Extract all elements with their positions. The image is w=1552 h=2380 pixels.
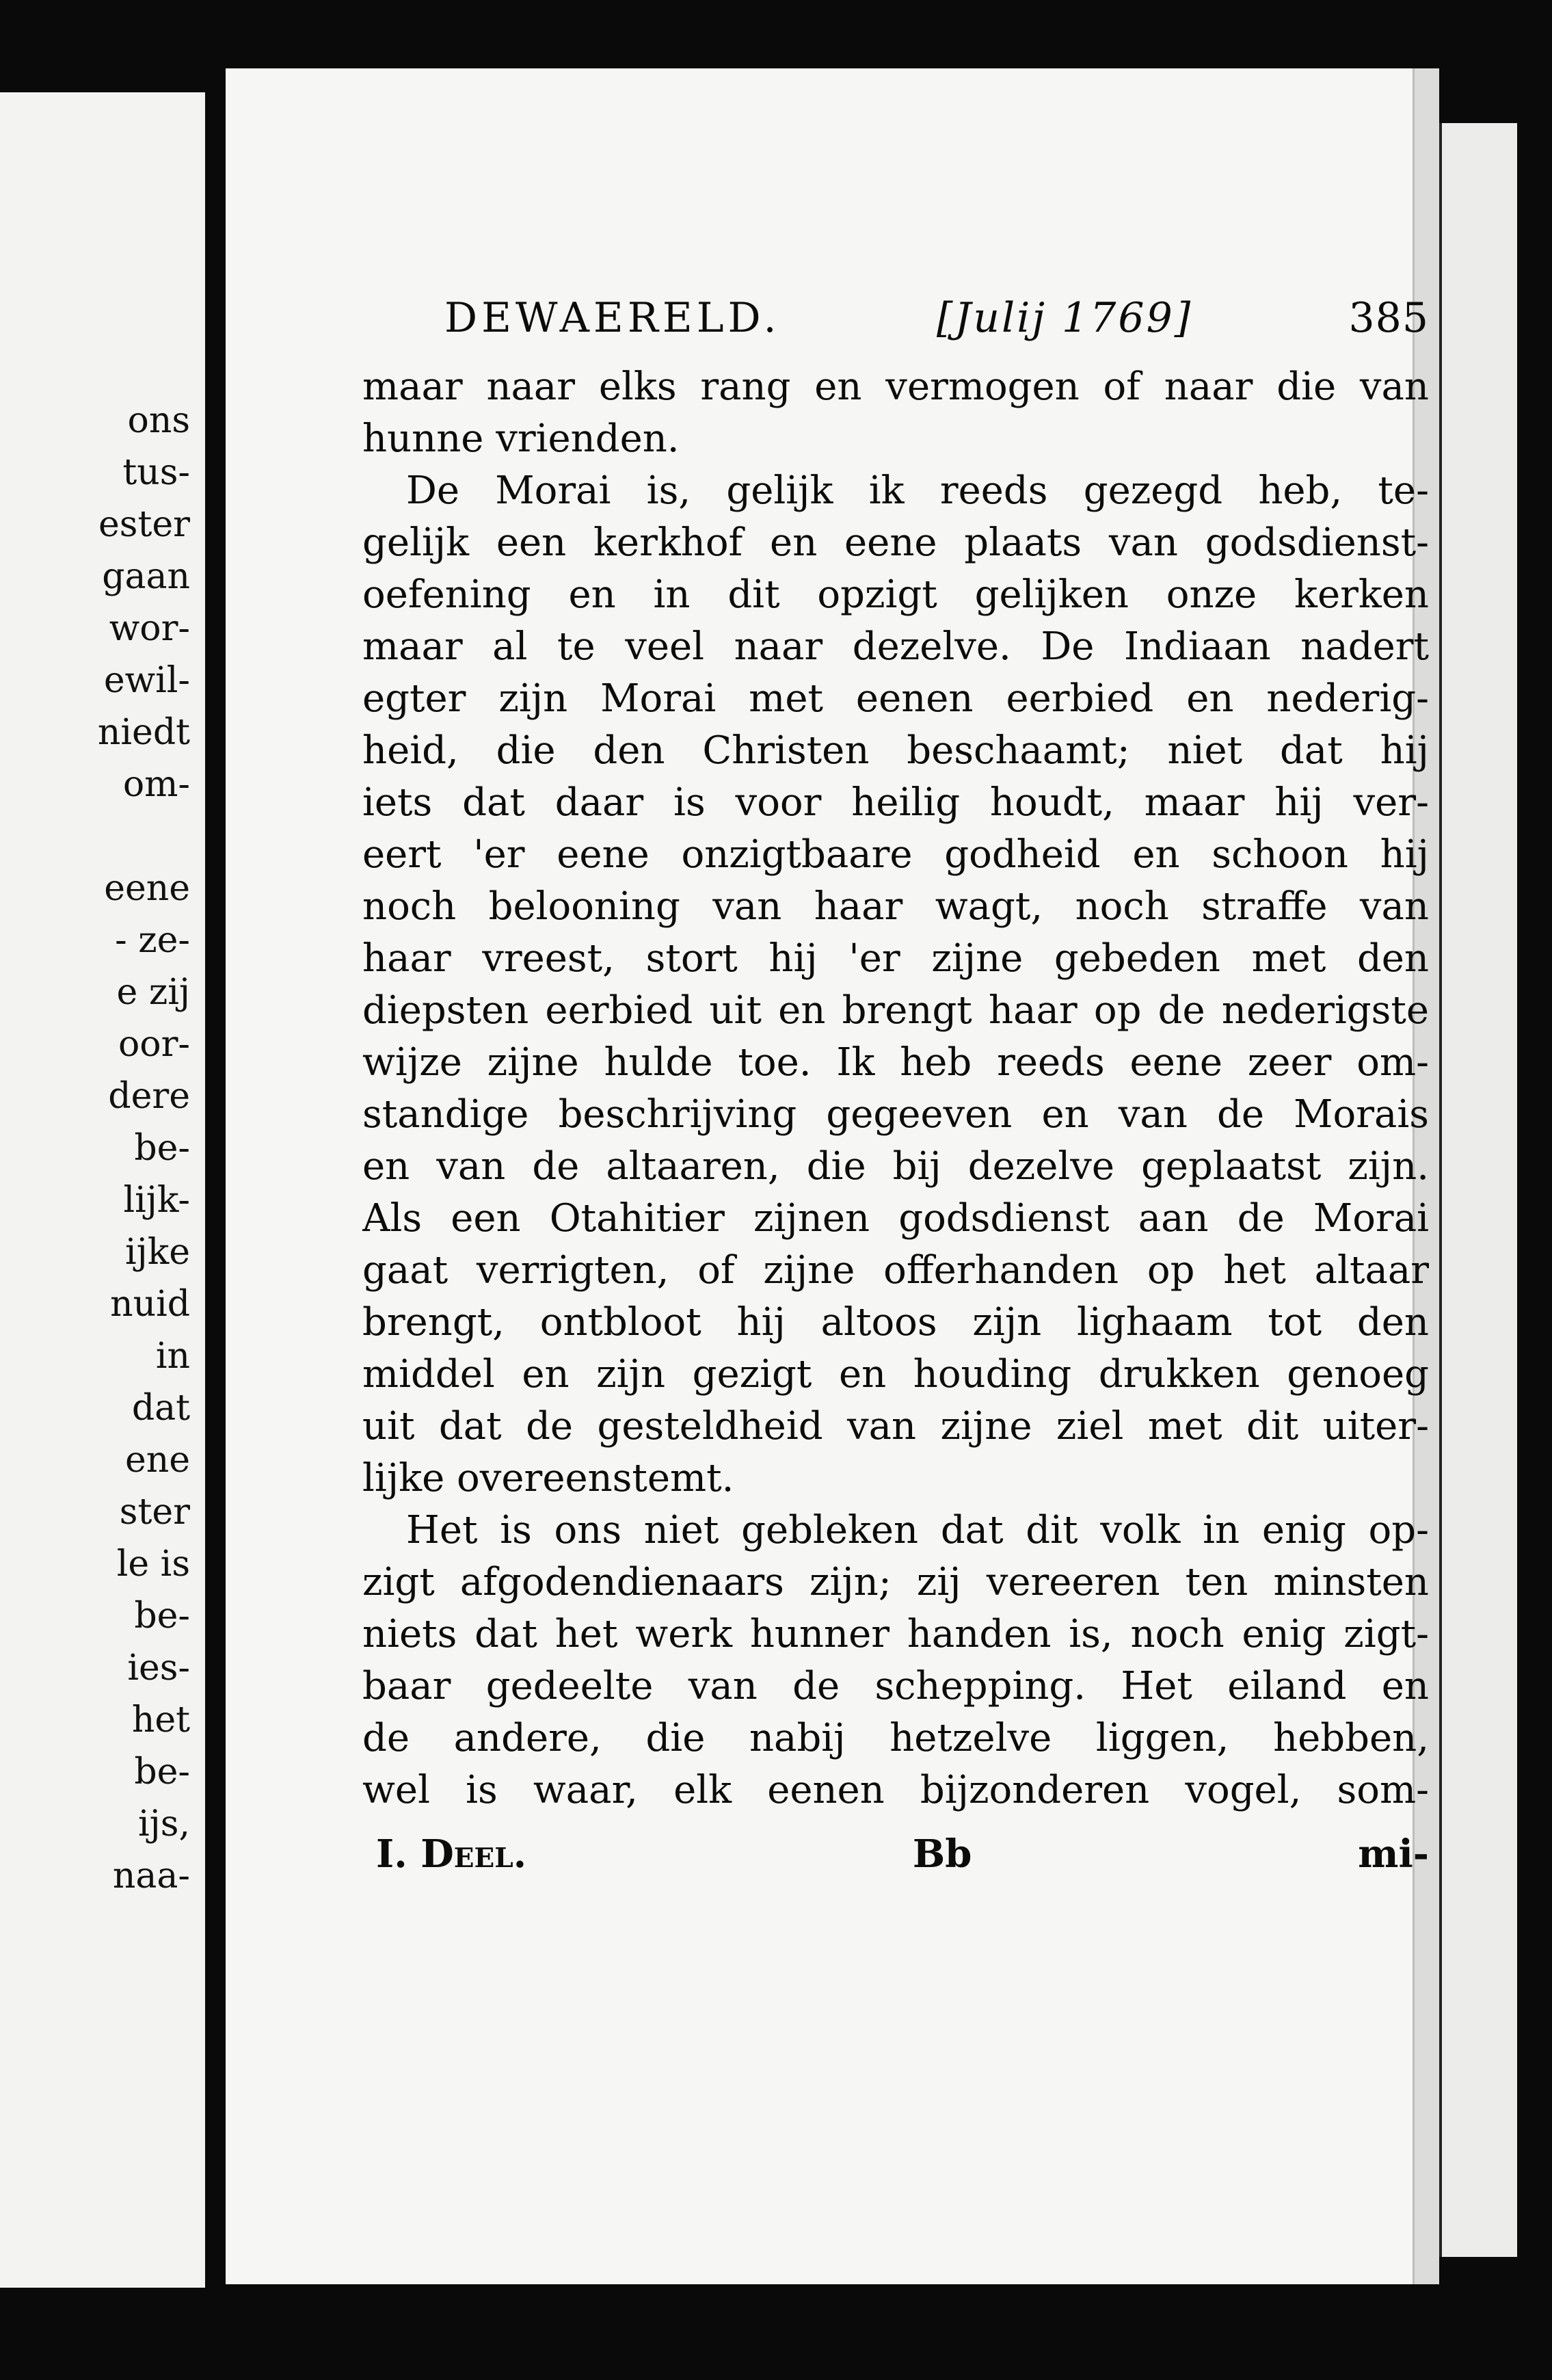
text-line: egter zijn Morai met eenen eerbied en nederig-: [362, 676, 1429, 721]
text-line: gelijk een kerkhof en eene plaats van godsdienst-: [362, 520, 1429, 565]
text-line: eert 'er eene onzigtbaare godheid en schoon hij: [362, 832, 1429, 877]
text-line: De Morai is, gelijk ik reeds gezegd heb, te-: [406, 468, 1429, 513]
left-page-fragment-text: ies-: [127, 1648, 190, 1689]
left-page-fragment: [0, 92, 205, 2288]
page-text-block: [362, 294, 1429, 1877]
text-line: oefening en in dit opzigt gelijken onze kerken: [362, 572, 1429, 617]
left-page-fragment-text: dat: [131, 1388, 190, 1429]
catchword: mi-: [1358, 1832, 1429, 1877]
left-page-fragment-text: ijs,: [138, 1803, 190, 1844]
left-page-fragment-text: gaan: [102, 556, 190, 597]
right-page: [226, 68, 1439, 2284]
left-page-fragment-text: be-: [134, 1596, 190, 1637]
text-line: hunne vrienden.: [362, 416, 680, 461]
text-line: noch belooning van haar wagt, noch straffe van: [362, 884, 1429, 929]
volume-label: I. Deel.: [376, 1832, 527, 1877]
left-page-fragment-text: tus-: [122, 452, 190, 493]
left-page-fragment-text: oor-: [118, 1024, 190, 1065]
left-page-fragment-text: be-: [134, 1751, 190, 1793]
text-line: middel en zijn gezigt en houding drukken genoeg: [362, 1352, 1429, 1397]
left-page-fragment-text: in: [155, 1336, 190, 1377]
page-number: 385: [1348, 294, 1429, 342]
text-line: lijke overeenstemt.: [362, 1456, 734, 1500]
text-line: iets dat daar is voor heilig houdt, maar hij ver-: [362, 780, 1429, 825]
left-page-fragment-text: ons: [127, 400, 190, 441]
running-date: [Julij 1769]: [936, 294, 1193, 342]
left-page-fragment-text: het: [131, 1700, 190, 1741]
text-line: maar al te veel naar dezelve. De Indiaan nadert: [362, 624, 1429, 669]
left-page-fragment-text: eene: [104, 868, 190, 909]
left-page-fragment-text: - ze-: [115, 920, 190, 961]
left-page-fragment-text: le is: [116, 1544, 190, 1585]
left-page-fragment-text: ster: [119, 1492, 190, 1533]
text-line: gaat verrigten, of zijne offerhanden op het altaar: [362, 1248, 1429, 1293]
left-page-fragment-text: ijke: [124, 1232, 190, 1273]
text-line: uit dat de gesteldheid van zijne ziel met dit uiter-: [362, 1404, 1429, 1449]
left-page-fragment-text: naa-: [112, 1855, 190, 1896]
text-line: standige beschrijving gegeeven en van de Morais: [362, 1092, 1429, 1137]
text-line: haar vreest, stort hij 'er zijne gebeden met den: [362, 936, 1429, 981]
left-page-fragment-text: ewil-: [103, 660, 190, 701]
text-line: brengt, ontbloot hij altoos zijn lighaam tot den: [362, 1300, 1429, 1345]
text-line: wel is waar, elk eenen bijzonderen vogel, som-: [362, 1768, 1429, 1812]
text-line: heid, die den Christen beschaamt; niet dat hij: [362, 728, 1429, 773]
page-footer: [362, 1832, 1429, 1877]
text-line: wijze zijne hulde toe. Ik heb reeds eene zeer om-: [362, 1040, 1429, 1085]
signature-mark: Bb: [912, 1832, 972, 1877]
left-page-fragment-text: lijk-: [123, 1180, 190, 1221]
left-page-fragment-text: niedt: [97, 712, 190, 753]
left-page-fragment-text: om-: [122, 764, 190, 805]
left-page-fragment-text: ene: [124, 1440, 190, 1481]
text-line: diepsten eerbied uit en brengt haar op de nederigste: [362, 988, 1429, 1033]
left-page-fragment-text: be-: [134, 1128, 190, 1169]
text-line: en van de altaaren, die bij dezelve geplaatst zijn.: [362, 1144, 1429, 1189]
page-stack-edge: [1439, 123, 1517, 2257]
text-line: Als een Otahitier zijnen godsdienst aan de Morai: [362, 1196, 1429, 1241]
left-page-fragment-text: wor-: [109, 608, 190, 649]
left-page-fragment-text: e zij: [116, 972, 190, 1013]
text-line: zigt afgodendienaars zijn; zij vereeren ten minsten: [362, 1560, 1429, 1604]
text-line: de andere, die nabij hetzelve liggen, hebben,: [362, 1716, 1429, 1760]
text-line: maar naar elks rang en vermogen of naar die van: [362, 365, 1429, 409]
text-line: niets dat het werk hunner handen is, noch enig zigt-: [362, 1612, 1429, 1656]
text-line: Het is ons niet gebleken dat dit volk in enig op-: [406, 1508, 1429, 1552]
text-line: baar gedeelte van de schepping. Het eiland en: [362, 1664, 1429, 1708]
left-page-fragment-text: dere: [108, 1076, 190, 1117]
running-title: DEWAERELD.: [444, 294, 781, 342]
left-page-fragment-text: ester: [98, 504, 190, 545]
running-header: [362, 294, 1429, 342]
left-page-fragment-text: nuid: [110, 1284, 190, 1325]
